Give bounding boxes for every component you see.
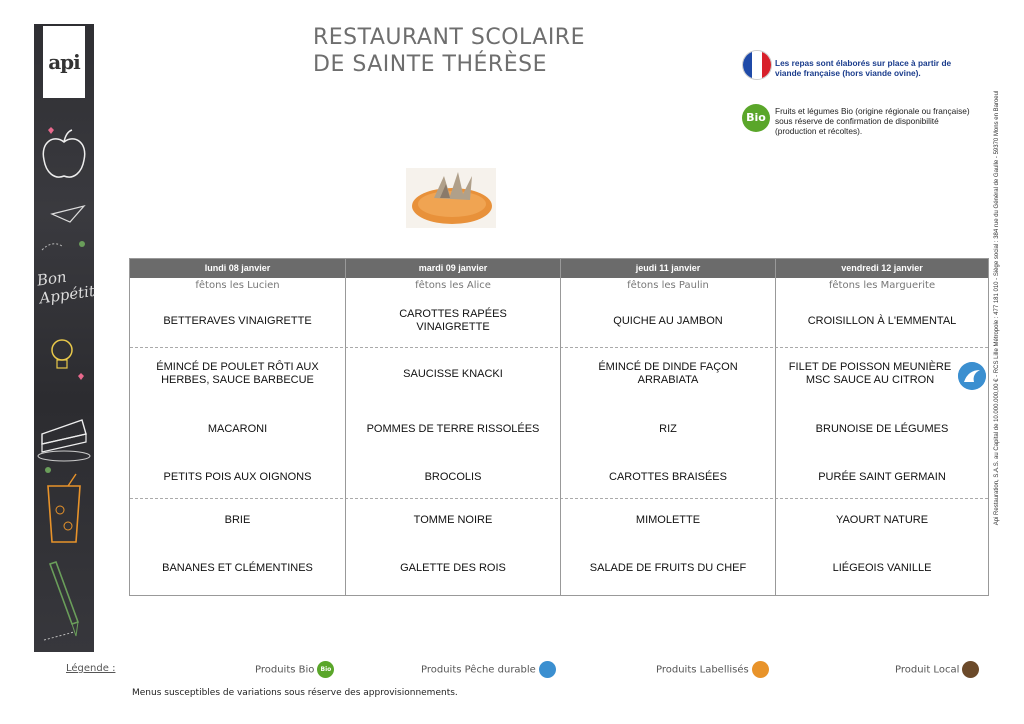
- fete-text: fêtons les Lucien: [195, 280, 280, 291]
- dessert-dish: BANANES ET CLÉMENTINES: [162, 562, 313, 574]
- day-header: lundi 08 janvier: [130, 259, 345, 278]
- cheese-dish: MIMOLETTE: [635, 514, 701, 526]
- day-column-tuesday: [345, 259, 560, 595]
- starter-dish: CROISILLON À L'EMMENTAL: [807, 315, 957, 327]
- day-column-thursday: [560, 259, 775, 595]
- french-meat-text: Les repas sont élaborés sur place à partir de viande française (hors viande ovine).: [775, 58, 952, 78]
- french-flag-icon: [742, 50, 772, 80]
- dessert-dish: SALADE DE FRUITS DU CHEF: [589, 562, 747, 574]
- dessert-dish: GALETTE DES ROIS: [400, 562, 506, 574]
- footnote: Menus susceptibles de variations sous réserve des approvisionnements.: [132, 688, 458, 698]
- fete-text: fêtons les Marguerite: [828, 280, 936, 291]
- cheese-dish: BRIE: [224, 514, 251, 526]
- cheese-dish: YAOURT NATURE: [835, 514, 929, 526]
- day-header: vendredi 12 janvier: [776, 259, 988, 278]
- api-logo: api: [43, 26, 85, 98]
- drink-icon: [34, 470, 94, 550]
- main-dish: SAUCISSE KNACKI: [403, 368, 503, 380]
- starter-dish: QUICHE AU JAMBON: [613, 315, 723, 327]
- legend-bio: [255, 661, 334, 678]
- side-dish: POMMES DE TERRE RISSOLÉES: [366, 423, 540, 435]
- galette-image: [406, 168, 496, 228]
- bon-appetit-text: Bon Appétit: [35, 267, 96, 308]
- day-header: jeudi 11 janvier: [561, 259, 775, 278]
- fete-text: fêtons les Alice: [415, 280, 491, 291]
- legal-text: Api Restauration, S.A.S. au Capital de 10.000.000,00 € - RCS Lille Métropole : 477 181 010 - Siège social : 384 rue du Général de Gaulle - 59370 Mons en Baroeul: [994, 90, 1000, 526]
- legend-title: Légende :: [66, 663, 116, 674]
- main-dish: ÉMINCÉ DE POULET RÔTI AUX HERBES, SAUCE BARBECUE: [156, 361, 319, 386]
- starter-dish: BETTERAVES VINAIGRETTE: [163, 315, 312, 327]
- fish-icon: [958, 362, 986, 390]
- title-line-1: RESTAURANT SCOLAIRE: [313, 25, 585, 50]
- day-column-monday: [130, 259, 345, 595]
- side-dish: BRUNOISE DE LÉGUMES: [815, 423, 949, 435]
- legend-local-label: Produit Local: [895, 664, 960, 676]
- decorative-strip: [34, 24, 94, 652]
- local-icon: [962, 661, 979, 678]
- legend-label: [656, 661, 769, 678]
- label-icon: [752, 661, 769, 678]
- day-column-friday: [775, 259, 988, 595]
- side-dish: MACARONI: [207, 423, 268, 435]
- paper-plane-icon: [34, 194, 94, 264]
- side-dish: PURÉE SAINT GERMAIN: [818, 471, 946, 483]
- fete-text: fêtons les Paulin: [627, 280, 709, 291]
- menu-table: [129, 258, 989, 596]
- main-dish: FILET DE POISSON MEUNIÈRE MSC SAUCE AU CITRON: [788, 361, 952, 386]
- bio-text: Fruits et légumes Bio (origine régionale ou française) sous réserve de confirmation de disponibilité (production et récoltes).: [775, 106, 970, 136]
- pencil-icon: [34, 544, 94, 644]
- bio-icon: Bio: [742, 104, 770, 132]
- cheese-dish: TOMME NOIRE: [413, 514, 493, 526]
- main-dish: ÉMINCÉ DE DINDE FAÇON ARRABIATA: [598, 361, 738, 386]
- cake-icon: [34, 394, 94, 474]
- legend-peche: [421, 661, 556, 678]
- side-dish: BROCOLIS: [424, 471, 482, 483]
- legend-local: [895, 661, 979, 678]
- side-dish: PETITS POIS AUX OIGNONS: [163, 471, 312, 483]
- lightbulb-icon: [34, 324, 94, 384]
- legend-peche-label: Produits Pêche durable: [421, 664, 536, 676]
- page-title: [313, 24, 585, 78]
- title-line-2: DE SAINTE THÉRÈSE: [313, 52, 547, 77]
- starter-dish: CAROTTES RAPÉES VINAIGRETTE: [399, 308, 507, 333]
- side-dish: CAROTTES BRAISÉES: [609, 471, 727, 483]
- dessert-dish: LIÉGEOIS VANILLE: [832, 562, 932, 574]
- fish-icon: [539, 661, 556, 678]
- side-dish: RIZ: [659, 423, 677, 435]
- legend-label-label: Produits Labellisés: [656, 664, 749, 676]
- day-header: mardi 09 janvier: [346, 259, 560, 278]
- legend-bio-label: Produits Bio: [255, 664, 315, 676]
- bio-icon: Bio: [317, 661, 334, 678]
